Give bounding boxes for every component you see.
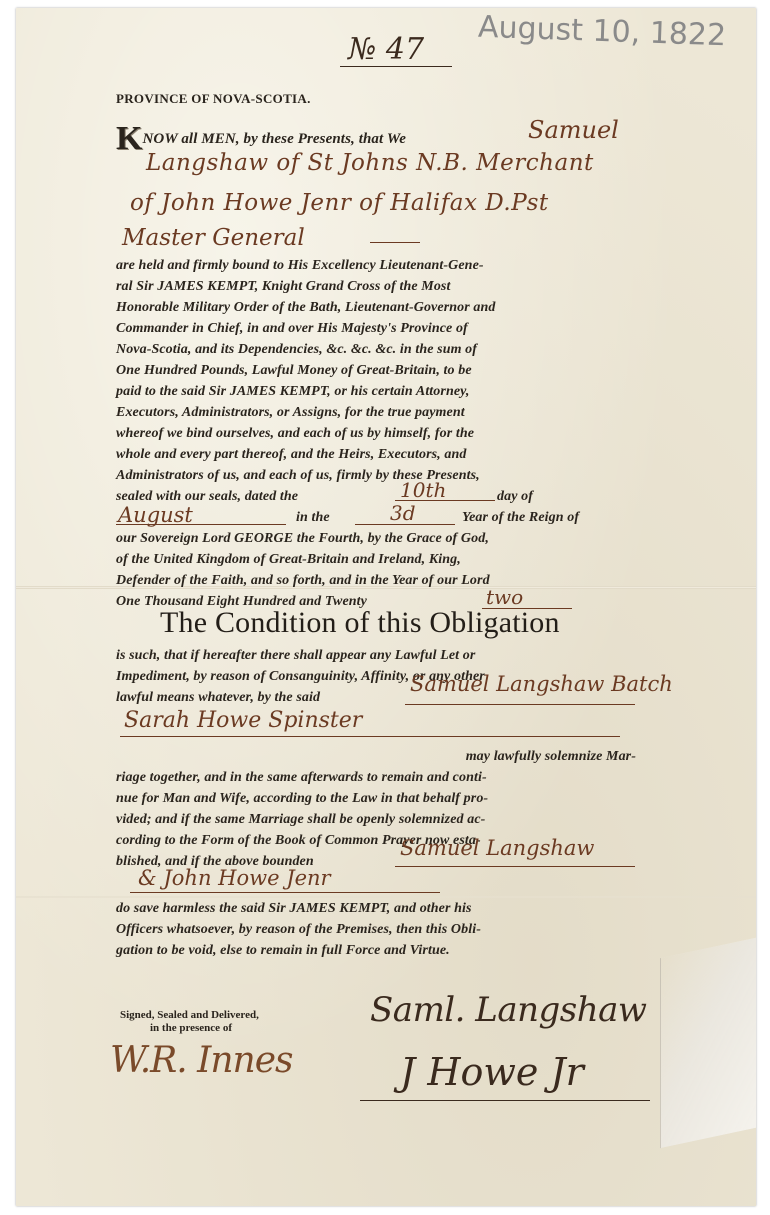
handwritten-name: Langshaw of St Johns N.B. Merchant: [146, 150, 594, 176]
paper-wear: [660, 938, 756, 1148]
langshaw-signature: Saml. Langshaw: [370, 990, 647, 1030]
reign-text: Year of the Reign of: [462, 510, 580, 525]
handwritten-name: of John Howe Jenr of Halifax D.Pst: [130, 190, 549, 216]
howe-signature: J Howe Jr: [400, 1050, 584, 1094]
condition-heading: The Condition of this Obligation: [160, 606, 560, 639]
intro-line: KNOW all MEN, by these Presents, that We: [116, 120, 406, 157]
handwritten-bounden: & John Howe Jenr: [138, 866, 331, 890]
signed-sealed-text: Signed, Sealed and Delivered,: [120, 1009, 259, 1021]
sealed-text: sealed with our seals, dated the: [116, 489, 299, 504]
handwritten-regnal-year: 3d: [390, 501, 416, 525]
handwritten-month: August: [118, 503, 193, 527]
handwritten-name: Samuel: [528, 116, 619, 144]
harmless-body: do save harmless the said Sir JAMES KEMPT, and other his Officers whatsoever, by reason of the Premises, then this Obli- gation to be void, else to remain in full Force and Virtue.: [116, 901, 481, 958]
day-text: day of: [497, 489, 533, 504]
province-heading: PROVINCE OF NOVA-SCOTIA.: [116, 91, 311, 106]
handwritten-bounden: Samuel Langshaw: [400, 836, 595, 860]
marriage-body: may lawfully solemnize Mar- riage together, and in the same afterwards to remain and conti- nue for Man and Wife, according to the Law in that behalf pro- vided; and if the same Marriage shall be openly solemnized ac- cording to the Form of the Book of Common Prayer now esta-: [116, 749, 636, 848]
handwritten-name: Master General: [122, 225, 305, 251]
witness-signature: W.R. Innes: [110, 1040, 293, 1081]
in-the-text: in the: [296, 510, 330, 525]
handwritten-groom: Samuel Langshaw Batch: [410, 672, 673, 696]
bounden-text: blished, and if the above bounden: [116, 854, 314, 869]
bond-number: № 47: [340, 30, 460, 72]
reign-body: our Sovereign Lord GEORGE the Fourth, by the Grace of God, of the United Kingdom of Great-Britain and Ireland, King, Defender of the Faith, and so forth, and in the Year of our Lord: [116, 531, 490, 588]
handwritten-day: 10th: [400, 478, 447, 502]
pencil-date-annotation: August 10, 1822: [477, 9, 727, 54]
lawful-means-text: lawful means whatever, by the said: [116, 690, 321, 705]
year-text: One Thousand Eight Hundred and Twenty: [116, 594, 367, 609]
presence-text: in the presence of: [150, 1022, 232, 1034]
handwritten-year-word: two: [486, 585, 524, 609]
bond-body: are held and firmly bound to His Excellency Lieutenant-Gene- ral Sir JAMES KEMPT, Knight Grand Cross of the Most Honorable Military Order of the Bath, Lieutenant-Governor and Commander in Chief, in and over His Majesty's Province of Nova-Scotia, and its Dependencies, &c. &c. &c. in the sum of One Hundred Pounds, Lawful Money of Great-Britain, to be paid to the said Sir JAMES KEMPT, or his certain Attorney, Executors, Administrators, or Assigns, for the true payment whereof we bind ourselves, and each of us by himself, for the whole and every part thereof, and the Heirs, Executors, and Administrators of us, and each of us, firmly by these Presents,: [116, 258, 496, 483]
handwritten-bride: Sarah Howe Spinster: [124, 708, 363, 733]
condition-body: is such, that if hereafter there shall appear any Lawful Let or Impediment, by reason of Consanguinity, Affinity, or any other: [116, 648, 485, 684]
